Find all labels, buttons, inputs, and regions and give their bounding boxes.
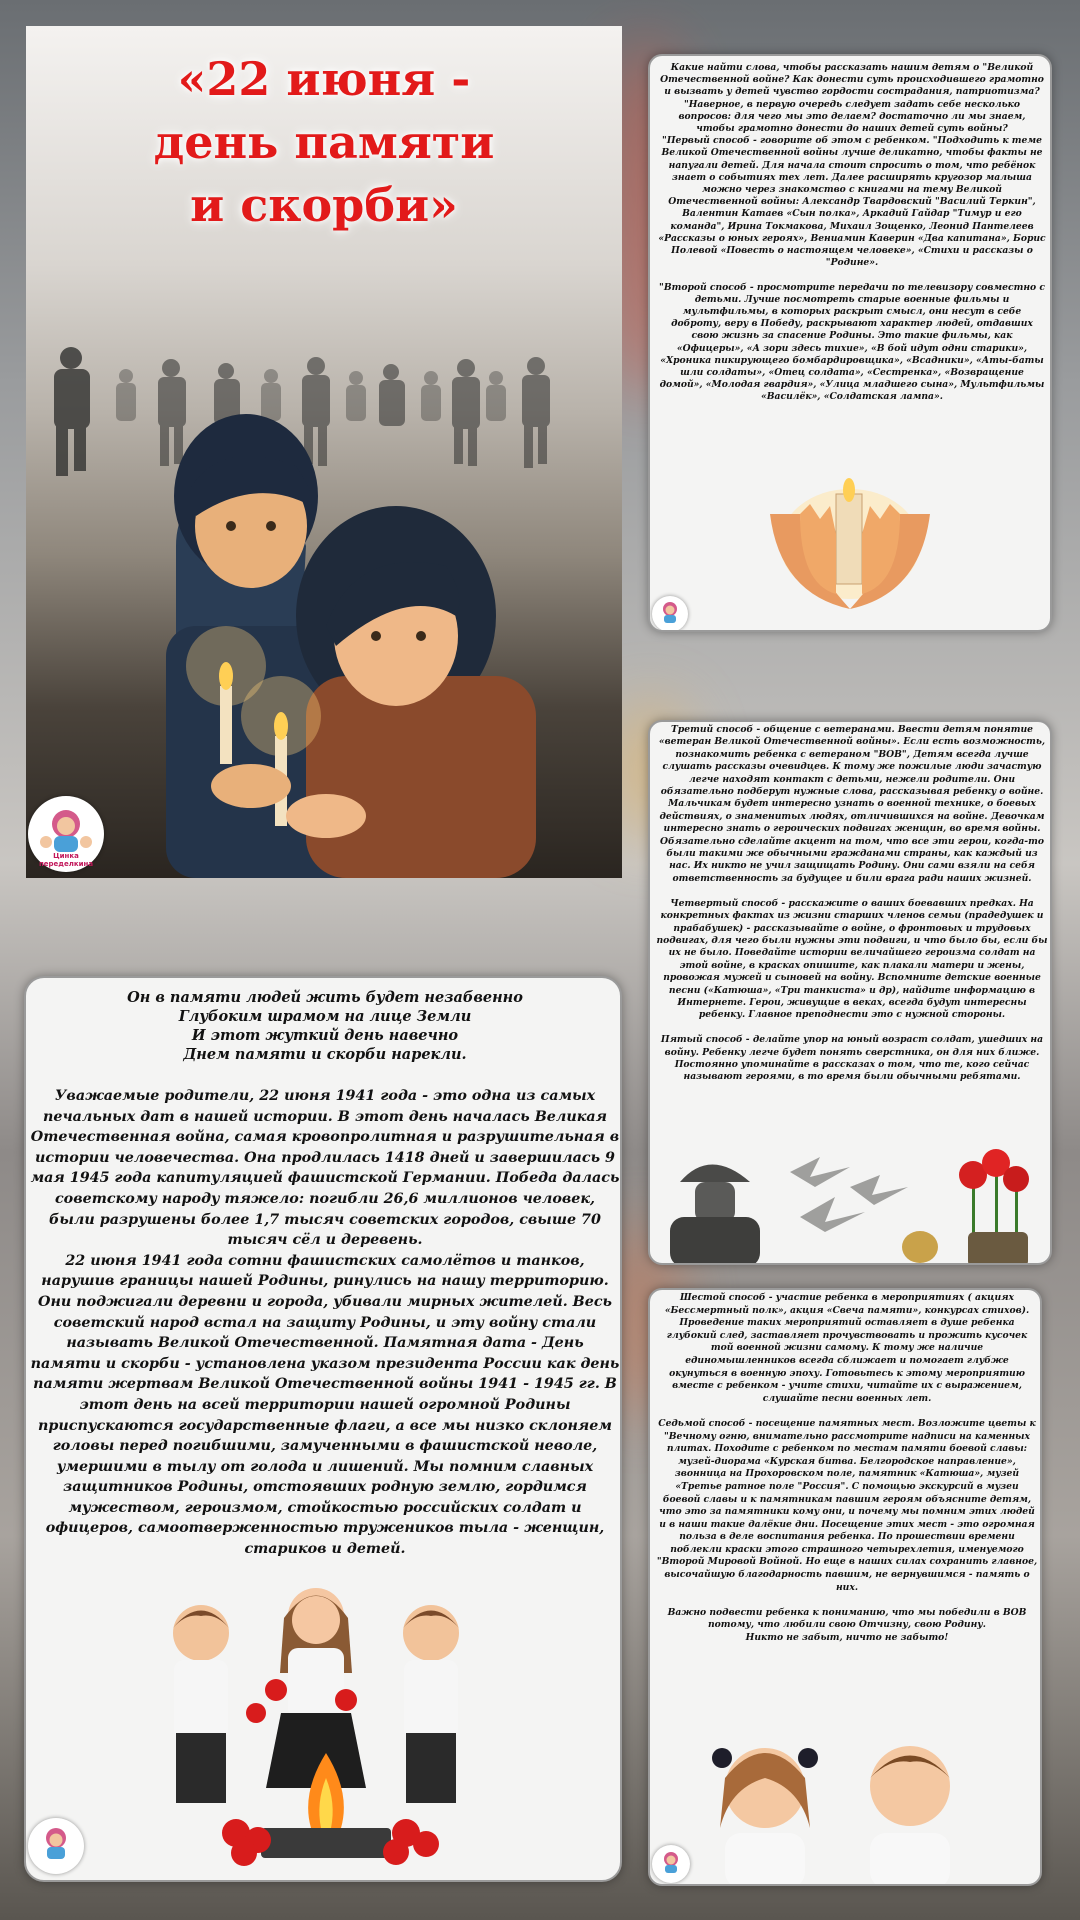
poster <box>26 26 622 878</box>
poster-title: «22 июня - день памяти и скорби» <box>153 52 495 232</box>
praying-children-illustration <box>650 1718 1042 1886</box>
logo-icon <box>652 1845 690 1883</box>
logo-badge <box>28 796 104 872</box>
child-left <box>173 1605 229 1803</box>
logo-badge-small <box>652 596 688 632</box>
logo-badge-bottom <box>28 1818 84 1874</box>
hands-candle-illustration <box>650 474 1052 632</box>
logo-icon <box>652 596 688 632</box>
child-right <box>403 1605 459 1803</box>
card-ways-6-7-text: Шестой способ - участие ребенка в мероприятиях ( акциях «Бессмертный полк», акция «Свеча памяти», конкурсах стихов). Проведение таких мероприятий оставляет в душе ребенка глубокий след, заставляет прочувствовать и прожить кусочек той военной жизни самому. К тому же наличие единомышленников всегда сближает и помогает глубже окунуться в военную эпоху. Готовьтесь к этому мероприятию вместе с ребенком - учите стихи, читайте их с выражением, слушайте песни военных лет. Седьмой способ - посещение памятных мест. Возложите цветы к "Вечному огню, внимательно рассмотрите надписи на каменных плитах. Походите с ребенком по местам памяти боевой славы: музей-диорама «Курская битва. Белгородское направление», звонница на Прохоровском поле, памятник «Катюша», музей «Третье ратное поле "Россия". С помощью экскурсий в музеи боевой славы и к памятникам павшим героям объясните детям, что это за памятники кому они, и почему мы помним этих людей и в наши такие далёкие дни. Посещение этих мест - это огромная польза в деле воспитания ребенка. По прошествии времени поблекли краски этого страшного четырехлетия, именуемого "Второй Мировой Войной. Но еще в наших силах сохранить главное, высочайшую благодарность павшим, не вернувшимся - память о них. Важно подвести ребенка к пониманию, что мы победили в ВОВ потому, что любили свою Отчизну, свою Родину. Никто не забыт, ничто не забыто! <box>656 1292 1038 1644</box>
carnations <box>902 1149 1029 1265</box>
card-memorial-day <box>24 976 622 1882</box>
card-ways-1-2 <box>648 54 1052 632</box>
children-flowers-illustration <box>26 1578 622 1878</box>
logo-icon <box>28 1818 84 1874</box>
girl-praying <box>712 1748 818 1886</box>
soldier-helmet <box>670 1165 760 1266</box>
card-ways-1-2-text: Какие найти слова, чтобы рассказать нашим детям о "Великой Отечественной войне? Как донести суть происходившего грамотно и вызвать у детей чувство гордости сострадания, патриотизма? "Наверное, в первую очередь следует задать себе несколько вопросов: для чего мы это делаем? достаточно ли мы знаем, чтобы грамотно донести до наших детей суть войны? "Первый способ - говорите об этом с ребенком. "Подходить к теме Великой Отечественной войны лучше деликатно, чтобы факты не напугали детей. Для начала стоит спросить о том, что ребёнок знает о событиях тех лет. Далее расширять кругозор малыша можно через знакомство с книгами на тему Великой Отечественной войны: Александр Твардовский "Василий Теркин", Валентин Катаев «Сын полка», Аркадий Гайдар "Тимур и его команда", Ирина Токмакова, Михаил Зощенко, Леонид Пантелеев «Рассказы о юных героях», Вениамин Каверин «Два капитана», Борис Полевой «Повесть о настоящем человеке», «Стихи и рассказы о "Родине». "Второй способ - просмотрите передачи по телевизору совместно с детьми. Лучше посмотреть старые военные фильмы и мультфильмы, в которых раскрыт смысл, они несут в себе доброту, веру в Победу, раскрывают характер людей, отдавших свою жизнь за спасение Родины. Это такие фильмы, как «Офицеры», «А зори здесь тихие», «В бой идут одни старики», «Хроника пикирующего бомбардировщика», «Всадники», «Аты-баты шли солдаты», «Отец солдата», «Сестренка», «Возвращение домой», «Молодая гвардия», «Улица младшего сына», Мультфильмы «Василёк», «Солдатская лампа». <box>658 62 1046 403</box>
cranes <box>790 1157 908 1232</box>
memorial-text: Уважаемые родители, 22 июня 1941 года - это одна из самых печальных дат в нашей истории. В этот день началась Великая Отечественная война, самая кровопролитная и разрушительная в истории человечества. Она продлилась 1418 дней и завершилась 9 мая 1945 года капитуляцией фашистской Германии. Победа далась советскому народу тяжело: погибли 26,6 миллионов человек, были разрушены более 1,7 тысяч советских городов, свыше 70 тысяч сёл и деревень. 22 июня 1941 года сотни фашистских самолётов и танков, нарушив границы нашей Родины, ринулись на нашу территорию. Они поджигали деревни и города, убивали мирных жителей. Весь советский народ встал на защиту Родины, и эту войну стали называть Великой Отечественной. Памятная дата - День памяти и скорби - установлена указом президента России как день памяти жертвам Великой Отечественной войны 1941 - 1945 гг. В этот день на всей территории нашей огромной Родины приспускаются государственные флаги, а все мы низко склоняем головы перед погибшими, замученными в фашистской неволе, умершими в тылу от голода и лишений. Мы помним славных защитников Родины, отстоявших родную землю, гордимся мужеством, героизмом, стойкостью российских солдат и офицеров, самоотверженностью тружеников тыла - женщин, стариков и детей. <box>30 1088 620 1558</box>
memorial-poem: Он в памяти людей жить будет незабвенно Глубоким шрамом на лице Земли И этот жуткий день навечно Днем памяти и скорби нарекли. <box>127 989 523 1063</box>
soldier-cranes-illustration <box>650 1137 1052 1265</box>
card-ways-6-7 <box>648 1288 1042 1886</box>
logo-text: Цинка переделкина <box>38 852 94 868</box>
card-ways-3-5 <box>648 720 1052 1265</box>
boy-praying <box>870 1746 950 1886</box>
logo-badge-small-bottom <box>652 1845 690 1883</box>
card-ways-3-5-text: Третий способ - общение с ветеранами. Ввести детям понятие «ветеран Великой Отечественной войны». Если есть возможность, познакомить ребенка с ветераном "ВОВ", Детям всегда лучше слушать рассказы очевидцев. К тому же пожилые люди зачастую легче находят контакт с детьми, нежели родители. Они обязательно подберут нужные слова, рассказывая ребенку о войне. Мальчикам будет интересно узнать о военной технике, о боевых действиях, о знаменитых людях, отличившихся на войне. Девочкам интересно знать о героических подвигах женщин, во время войны. Обязательно сделайте акцент на том, что все эти герои, когда-то были такими же обычными гражданами страны, как каждый из нас. Их никто не учил защищать Родину. Они сами взяли на себя ответственность за будущее и били врага ради наших жизней. Четвертый способ - расскажите о ваших боевавших предках. На конкретных фактах из жизни старших членов семьи (прадедушек и прабабушек) - рассказывайте о войне, о фронтовых и трудовых подвигах, для чего были нужны эти подвиги, и что было бы, если бы их не было. Поведайте истории величайшего героизма солдат на этой войне, в красках опишите, как плакали матери и жены, провожая мужей и сыновей на войну. Вспомните детские военные песни («Катюша», «Три танкиста» и др), найдите информацию в Интернете. Герои, живущие в веках, всегда будут интересны ребенку. Главное преподнести это с нужной стороны. Пятый способ - делайте упор на юный возраст солдат, ушедших на войну. Ребенку легче будет понять сверстника, он для них ближе. Постоянно упоминайте в рассказах о том, что те, кого сейчас называют героями, в то время были обычными ребятами. <box>656 724 1048 1083</box>
poster-illustration <box>26 26 622 878</box>
